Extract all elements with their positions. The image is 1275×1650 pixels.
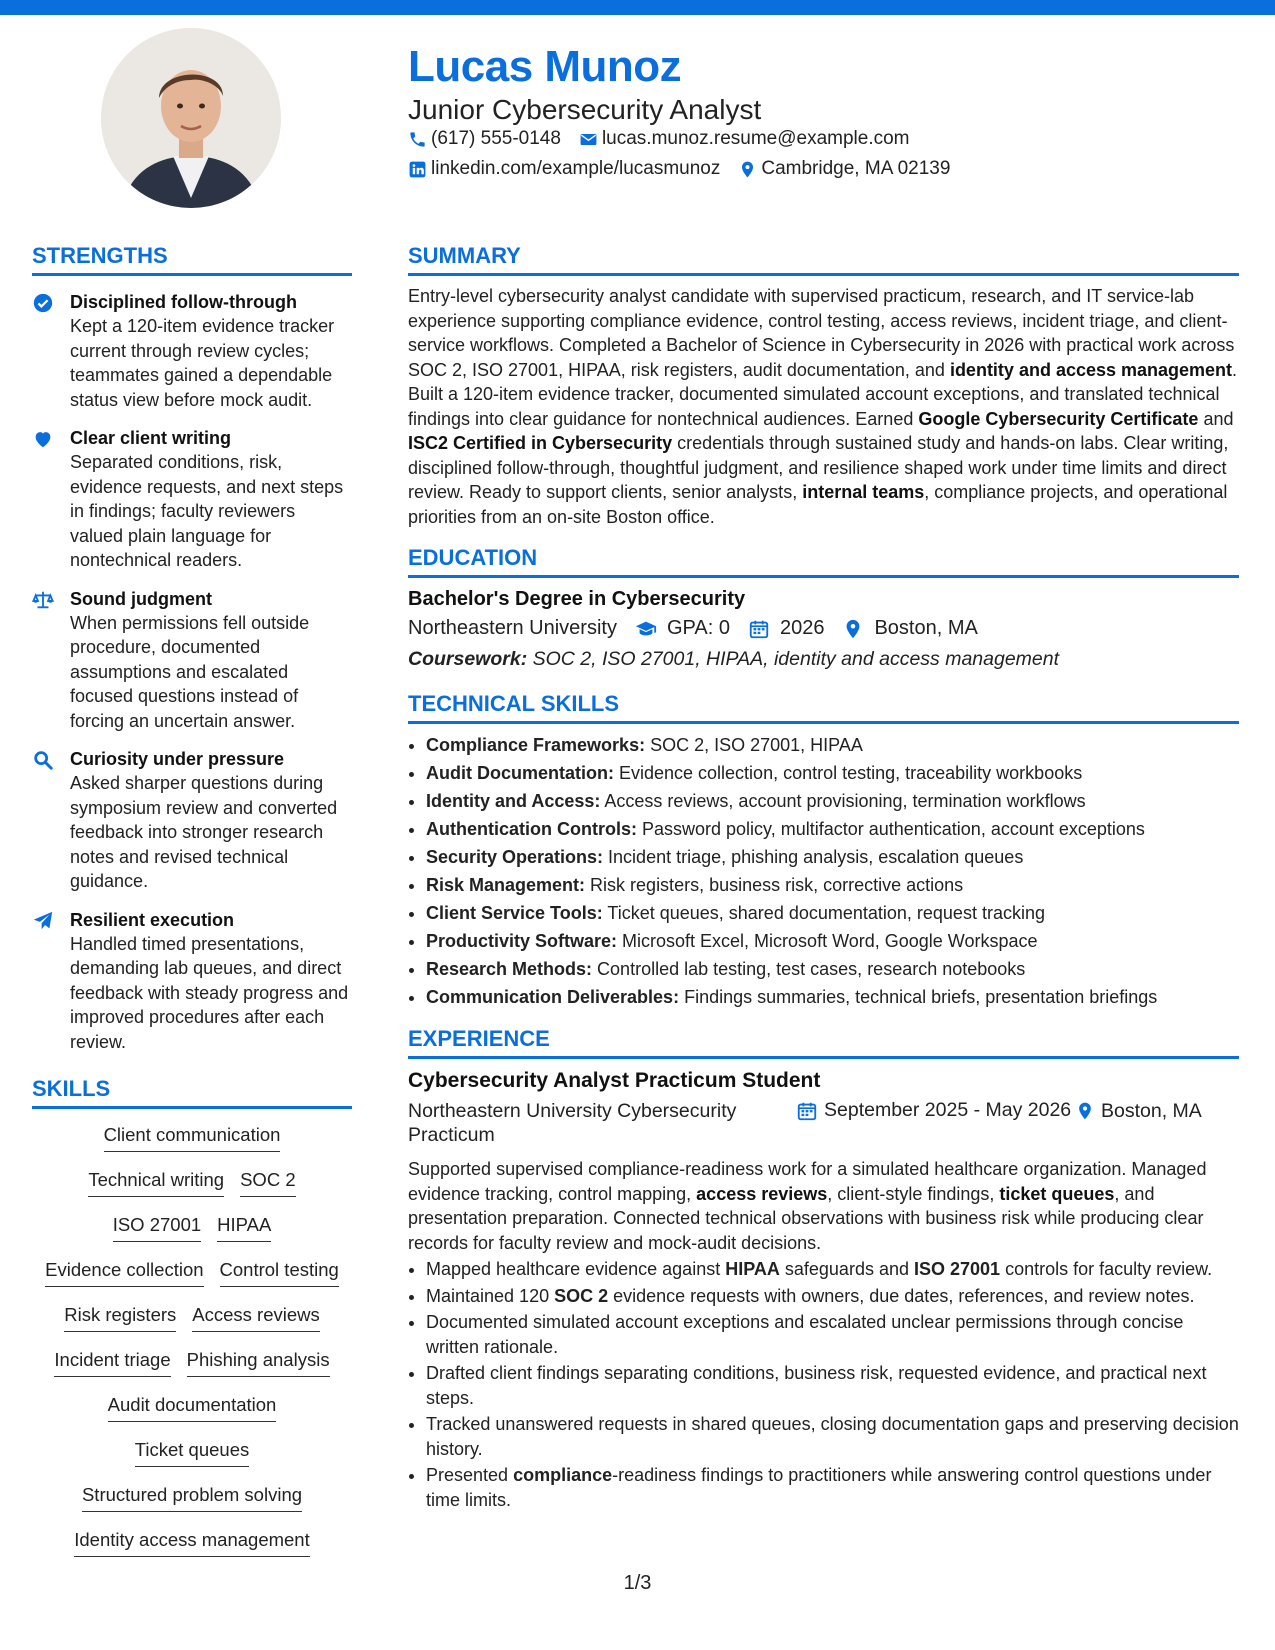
list-item <box>426 844 1239 870</box>
graduation-cap-icon <box>635 618 657 640</box>
skill-tag: Control testing <box>220 1258 339 1287</box>
skill-value: Ticket queues, shared documentation, request tracking <box>602 903 1045 923</box>
profile-photo-image <box>101 28 281 208</box>
list-item <box>426 956 1239 982</box>
skill-tag: Audit documentation <box>108 1393 277 1422</box>
strength-item <box>32 290 352 412</box>
summary-segment: . Built a 120-item evidence tracker, documented simulated account exceptions, and translated technical findings into clear guidance for nontechnical audiences. Earned <box>408 359 1238 429</box>
list-item <box>426 1463 1239 1512</box>
skill-tag: Structured problem solving <box>82 1483 302 1512</box>
strength-item <box>32 587 352 734</box>
skill-tag: Access reviews <box>192 1303 319 1332</box>
job-summary-bold-segment: access reviews <box>696 1183 828 1204</box>
envelope-icon <box>579 130 598 149</box>
bullet-text: controls for faculty review. <box>1000 1259 1213 1279</box>
degree-title: Bachelor's Degree in Cybersecurity <box>408 588 746 610</box>
strength-desc: Separated conditions, risk, evidence requests, and next steps in findings; faculty reviewers valued plain language for nontechnical readers. <box>70 452 344 570</box>
skills-heading: SKILLS <box>32 1076 352 1109</box>
list-item <box>426 984 1239 1010</box>
summary-bold-segment: identity and access management <box>949 359 1233 380</box>
candidate-name: Lucas Munoz <box>408 42 682 91</box>
coursework <box>408 648 1239 671</box>
profile-photo <box>101 28 281 208</box>
school-name <box>408 617 617 640</box>
job-meta <box>408 1099 1239 1151</box>
education-section <box>408 545 1239 671</box>
list-item <box>426 900 1239 926</box>
map-pin-icon <box>1075 1100 1095 1122</box>
summary-segment: Entry-level cybersecurity analyst candidate with supervised practicum, research, and IT service-lab experience supporting compliance evidence, control testing, access reviews, incident triage, and client-service workflows. Completed a Bachelor of Science in Cybersecurity in 2026 with practical work across SOC 2, ISO 27001, HIPAA, risk registers, audit documentation, and <box>408 286 1235 380</box>
skill-key: Productivity Software: <box>426 931 618 951</box>
skill-key: Compliance Frameworks: <box>426 735 646 755</box>
linkedin-contact[interactable] <box>408 158 720 180</box>
email-text: lucas.munoz.resume@example.com <box>601 128 910 149</box>
bullet-bold: compliance <box>513 1465 613 1485</box>
phone-icon <box>408 130 427 149</box>
skill-key: Research Methods: <box>426 959 593 979</box>
bullet-bold: HIPAA <box>725 1259 780 1279</box>
bullet-text: Tracked unanswered requests in shared queues, closing documentation gaps and preserving decision history. <box>426 1414 1239 1459</box>
strength-item <box>32 908 352 1055</box>
skill-value: Findings summaries, technical briefs, presentation briefings <box>679 987 1158 1007</box>
list-item <box>426 788 1239 814</box>
summary-bold-segment: Google Cybersecurity Certificate <box>918 408 1199 429</box>
bullet-bold: ISO 27001 <box>914 1259 1001 1279</box>
page-number: 1/3 <box>623 1572 652 1594</box>
skill-tag: Phishing analysis <box>187 1348 330 1377</box>
location-text: Cambridge, MA 02139 <box>761 158 951 179</box>
bullet-text: safeguards and <box>779 1259 914 1279</box>
strength-desc: Asked sharper questions during symposium review and converted feedback into stronger research notes and revised technical guidance. <box>70 773 338 891</box>
bullet-text: Drafted client findings separating conditions, business risk, requested evidence, and practical next steps. <box>426 1363 1207 1408</box>
strength-item <box>32 426 352 573</box>
skill-value: Incident triage, phishing analysis, escalation queues <box>603 847 1024 867</box>
summary-bold-segment: internal teams <box>802 482 925 502</box>
job-title: Cybersecurity Analyst Practicum Student <box>408 1069 821 1092</box>
strength-title: Disciplined follow-through <box>70 292 297 312</box>
bullet-text: Maintained 120 <box>426 1285 555 1306</box>
contact-row-2 <box>408 158 968 180</box>
school-location <box>842 617 977 640</box>
skill-value: Risk registers, business risk, corrective actions <box>585 875 964 895</box>
bullet-text: -readiness findings to practitioners while answering control questions under time limits. <box>426 1465 1212 1510</box>
experience-heading: EXPERIENCE <box>408 1026 1239 1059</box>
skill-tag: HIPAA <box>217 1213 271 1242</box>
education-heading: EDUCATION <box>408 545 1239 578</box>
linkedin-icon <box>408 160 427 179</box>
skill-tag: SOC 2 <box>240 1168 296 1197</box>
summary-bold-segment: ISC2 Certified in Cybersecurity <box>408 433 673 453</box>
list-item <box>426 816 1239 842</box>
list-item <box>426 928 1239 954</box>
left-column <box>32 243 352 1573</box>
paper-plane-icon <box>32 910 54 932</box>
skill-value: Controlled lab testing, test cases, research notebooks <box>592 959 1026 979</box>
list-item <box>426 1257 1239 1282</box>
skill-value: Evidence collection, control testing, traceability workbooks <box>613 763 1083 783</box>
phone-text: (617) 555-0148 <box>431 128 561 149</box>
strength-desc: When permissions fell outside procedure, documented assumptions and escalated focused questions instead of forcing an uncertain answer. <box>70 612 310 731</box>
job-summary-bold-segment: ticket queues <box>999 1183 1115 1204</box>
skill-key: Client Service Tools: <box>426 903 603 923</box>
list-item <box>426 1310 1239 1359</box>
graduation-year <box>748 617 825 640</box>
location-contact <box>738 158 950 180</box>
strength-title: Resilient execution <box>70 909 235 930</box>
skill-tag: Incident triage <box>54 1348 170 1377</box>
year-text: 2026 <box>779 617 825 639</box>
summary-segment: and <box>1198 408 1234 429</box>
strength-desc: Kept a 120-item evidence tracker current through review cycles; teammates gained a dependable status view before mock audit. <box>70 316 335 410</box>
skill-key: Communication Deliverables: <box>426 987 680 1007</box>
scale-icon <box>32 589 54 611</box>
skill-tag: ISO 27001 <box>113 1213 201 1242</box>
skills-section <box>32 1076 352 1573</box>
list-item <box>426 1412 1239 1461</box>
contact-row-1 <box>408 128 928 150</box>
list-item <box>426 1284 1239 1309</box>
bullet-text: Presented <box>426 1465 514 1485</box>
job-summary-segment: Supported supervised compliance-readiness work for a simulated healthcare organization. Managed evidence tracking, control mapping, <box>408 1159 1207 1204</box>
calendar-icon <box>748 618 770 640</box>
gpa-text: GPA: 0 <box>666 617 730 639</box>
map-pin-icon <box>738 160 757 179</box>
skill-key: Security Operations: <box>426 847 604 867</box>
summary-heading: SUMMARY <box>408 243 1239 276</box>
strengths-heading: STRENGTHS <box>32 243 352 276</box>
strength-title: Clear client writing <box>70 428 232 448</box>
right-column <box>408 243 1239 1514</box>
school-location-text: Boston, MA <box>874 617 978 639</box>
email-contact[interactable] <box>579 128 910 150</box>
bullet-bold: SOC 2 <box>554 1285 609 1306</box>
skill-key: Risk Management: <box>426 875 586 895</box>
strength-item <box>32 747 352 894</box>
coursework-text: SOC 2, ISO 27001, HIPAA, identity and access management <box>527 648 1060 670</box>
linkedin-text: linkedin.com/example/lucasmunoz <box>431 158 721 179</box>
strength-title: Sound judgment <box>70 588 212 609</box>
skill-tag: Client communication <box>104 1123 281 1152</box>
job-location <box>1075 1099 1221 1123</box>
strength-desc: Handled timed presentations, demanding lab queues, and direct feedback with steady progress and improved procedures after each review. <box>70 933 349 1052</box>
experience-section <box>408 1026 1239 1512</box>
technical-skills-heading: TECHNICAL SKILLS <box>408 691 1239 724</box>
job-summary-segment: , and presentation preparation. Connected technical observations with business risk while producing clear records for faculty review and mock-audit decisions. <box>408 1183 1204 1253</box>
list-item <box>426 872 1239 898</box>
job-summary <box>408 1157 1239 1255</box>
skill-value: Access reviews, account provisioning, termination workflows <box>600 791 1086 811</box>
candidate-title: Junior Cybersecurity Analyst <box>408 94 762 125</box>
coursework-label: Coursework: <box>408 648 528 670</box>
bullet-text: evidence requests with owners, due dates, references, and review notes. <box>608 1285 1195 1306</box>
job-summary-segment: , client-style findings, <box>827 1183 1000 1204</box>
job-organization: Northeastern University Cybersecurity Practicum <box>408 1100 737 1146</box>
summary-segment: credentials through sustained study and hands-on labs. Clear writing, disciplined follow-through, thoughtful judgment, and resilience shaped work under time limits and direct review. Ready to support clients, senior analysts, <box>408 433 1229 502</box>
phone-contact[interactable] <box>408 128 561 150</box>
summary-text <box>408 284 1239 529</box>
gpa <box>635 617 730 640</box>
list-item <box>426 732 1239 758</box>
skill-tag: Risk registers <box>64 1303 176 1332</box>
skill-key: Audit Documentation: <box>426 763 614 783</box>
skill-tag: Identity access management <box>74 1528 310 1557</box>
skill-tag: Ticket queues <box>135 1438 250 1467</box>
skill-value: Microsoft Excel, Microsoft Word, Google Workspace <box>617 931 1038 951</box>
skill-tags <box>32 1123 352 1573</box>
skill-value: Password policy, multifactor authentication, account exceptions <box>636 819 1145 839</box>
skill-tag: Technical writing <box>88 1168 224 1197</box>
degree-meta <box>408 617 1239 640</box>
calendar-icon <box>796 1100 818 1122</box>
job-location-text: Boston, MA <box>1101 1100 1202 1122</box>
skill-key: Authentication Controls: <box>426 819 637 839</box>
job-dates <box>796 1099 1071 1122</box>
summary-segment: , compliance projects, and operational priorities from an on-site Boston office. <box>408 482 1228 527</box>
technical-skills-list <box>408 732 1239 1010</box>
list-item <box>426 760 1239 786</box>
skill-key: Identity and Access: <box>426 791 601 811</box>
job-dates-text: September 2025 - May 2026 <box>824 1099 1072 1121</box>
search-icon <box>32 749 54 771</box>
map-pin-icon <box>842 618 864 640</box>
strength-title: Curiosity under pressure <box>70 749 285 769</box>
list-item <box>426 1361 1239 1410</box>
bullet-text: Documented simulated account exceptions and escalated unclear permissions through concise written rationale. <box>426 1312 1184 1357</box>
technical-skills-section <box>408 691 1239 1010</box>
skill-value: SOC 2, ISO 27001, HIPAA <box>645 735 863 755</box>
top-accent-bar <box>0 0 1275 15</box>
check-circle-icon <box>32 292 54 314</box>
skill-tag: Evidence collection <box>45 1258 203 1287</box>
bullet-text: Mapped healthcare evidence against <box>426 1259 726 1279</box>
heart-icon <box>32 428 54 450</box>
job-bullets <box>408 1257 1239 1512</box>
school-text: Northeastern University <box>408 617 617 639</box>
